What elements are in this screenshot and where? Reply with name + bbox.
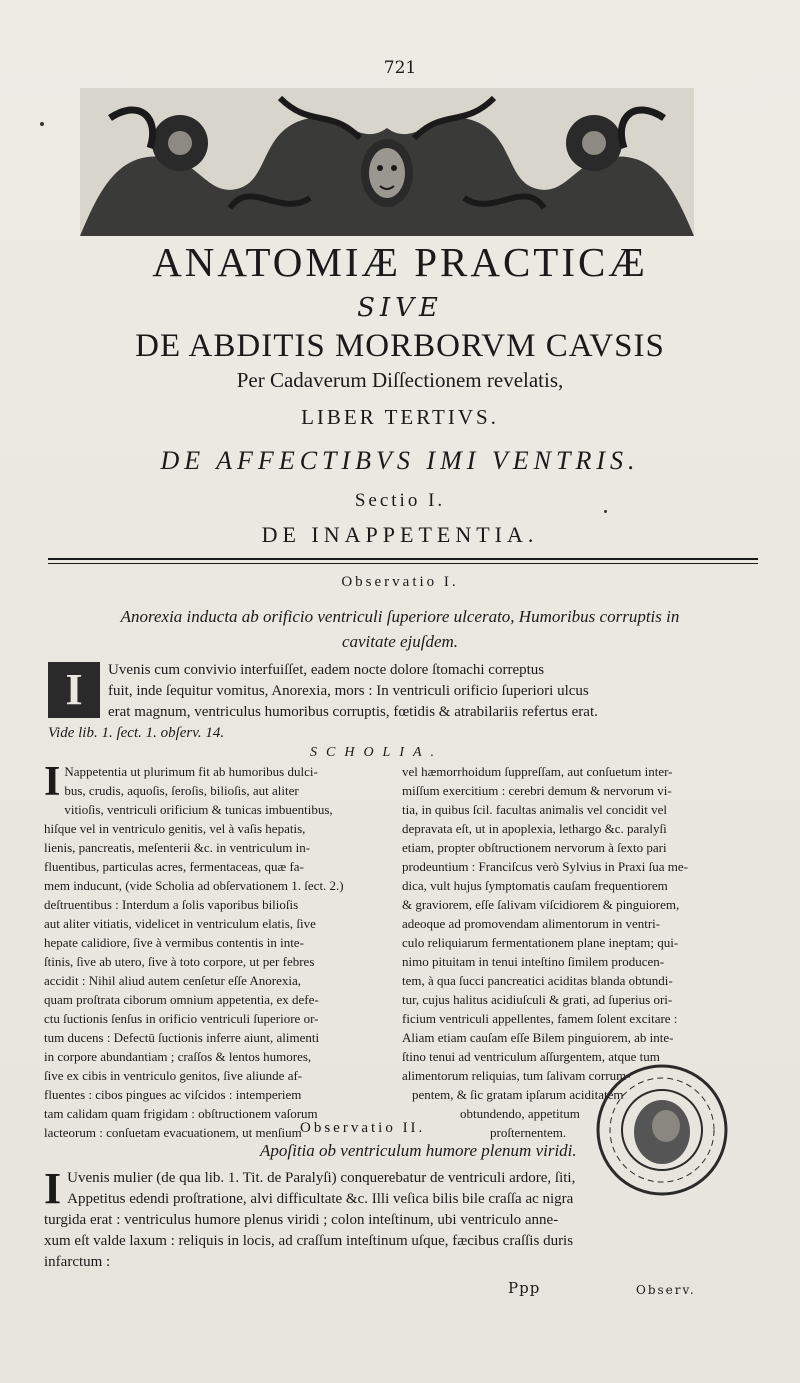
liber-heading: LIBER TERTIVS. [301,405,499,429]
subtitle: DE ABDITIS MORBORVM CAVSIS [135,328,665,364]
main-title: ANATOMIÆ PRACTICÆ [152,239,648,285]
text-line: ſtino tenui ad ventriculum aſſurgentem, atque tum [402,1049,660,1064]
text-line: Nappetentia ut plurimum fit ab humoribus dulci- [64,764,318,779]
text-line: lacteorum : conſuetam evacuationem, ut menſium [44,1125,302,1140]
paper-speck [40,122,44,126]
text-line: ctu ſuctionis ſenſus in orificio ventriculi ſuperiore or- [44,1011,319,1026]
text-line: Uvenis mulier (de qua lib. 1. Tit. de Paralyſi) conquerebatur de ventriculi ardore, ſiti, [67,1170,576,1186]
text-line: fluentes : cibos pingues ac viſcidos : intemperiem [44,1087,302,1102]
text-line: ſive ex cibis in ventriculo genitos, ſive aliunde af- [44,1068,303,1083]
sive-line: SIVE [357,293,443,323]
text-line: accidit : Nihil aliud autem cenſetur eſſe Anorexia, [44,973,302,988]
signature-mark: Ppp [508,1279,541,1297]
text-line: tia, in quibus ſcil. facultas animalis vel concidit vel [402,802,667,817]
sectio-heading: Sectio I. [354,490,446,511]
text-line: turgida erat : ventriculus humore plenus viridi ; colon inteſtinum, ubi ventriculo anne- [44,1212,559,1228]
text-line: miſſum exercitium : cerebri demum & nervorum vi- [402,783,672,798]
catchword: Observ. [636,1283,696,1297]
scholia-heading: SCHOLIA. [310,745,444,760]
reference-line: Vide lib. 1. ſect. 1. obſerv. 14. [48,725,225,741]
text-line: mem inducunt, (vide Scholia ad obſervationem 1. ſect. 2.) [44,878,344,893]
paper-speck [604,510,607,513]
scholia-tail-line: proſternentem. [490,1125,567,1140]
text-line: prodeuntium : Franciſcus verò Sylvius in Praxi ſua me- [402,859,688,874]
observatio-2-title: Apoſitia ob ventriculum humore plenum viridi. [260,1141,577,1160]
text-line: etiam, propter obſtructionem nervorum à ſexto pari [402,840,667,855]
text-line: bus, crudis, aquoſis, ſeroſis, bilioſis, aut aliter [64,783,299,798]
per-cadaverum-line: Per Cadaverum Diſſectionem revelatis, [236,368,564,392]
text-line: Uvenis cum convivio interfuiſſet, eadem nocte dolore ſtomachi correptus [108,662,545,678]
text-line: infarctum : [44,1254,111,1270]
text-line: in corpore abundantiam ; craſſos & lentos humores, [44,1049,312,1064]
text-line: fluentibus, particulas acres, fermentaceas, quæ fa- [44,859,304,874]
text-line: adeoque ad promovendam alimentorum in ventri- [402,916,661,931]
de-inappetentia-heading: DE INAPPETENTIA. [261,522,539,547]
text-line: aut aliter vitiatis, videlicet in ventriculum elatis, ſive [44,916,316,931]
observatio-1-title-cont: cavitate ejuſdem. [341,632,459,651]
text-line: fuit, inde ſequitur vomitus, Anorexia, mors : In ventriculi orificio ſuperiori ulcus [108,683,589,699]
scholia-right-column [402,762,758,1085]
text-line: tem, à qua ſucci pancreatici aciditas blanda obtundi- [402,973,673,988]
text-line: lienis, pancreatis, meſenterii &c. in ventriculum in- [44,840,311,855]
text-line: vitioſis, ventriculi orificium & tunicas imbuentibus, [64,802,333,817]
ornamental-headpiece [80,88,694,236]
page-number: 721 [383,58,417,78]
library-stamp [594,1062,730,1198]
text-line: tur, cujus halitus acidiuſculi & grati, ad ſuperius ori- [402,992,673,1007]
de-affectibus-heading: DE AFFECTIBVS IMI VENTRIS. [160,446,640,475]
text-line: nimo pituitam in tenui inteſtino ſimilem producen- [402,954,665,969]
text-line: Aliam etiam cauſam eſſe Bilem pinguiorem, ab inte- [402,1030,674,1045]
text-line: alimentorum reliquias, tum ſalivam corrum- [402,1068,631,1083]
scholia-tail-line: obtundendo, appetitum [460,1106,580,1121]
drop-capital: I [48,662,100,718]
observatio-1-title: Anorexia inducta ab orificio ventriculi ſuperiore ulcerato, Humoribus corruptis in [120,607,680,626]
divider-rule-thin [48,563,758,564]
text-line: culo reliquiarum fermentationem plane ineptam; qui- [402,935,679,950]
observatio-2-heading: Observatio II. [300,1120,426,1136]
text-line: & graviorem, eſſe ſalivam viſcidiorem & pinguiorem, [402,897,680,912]
text-line: ſtinis, ſive ab utero, ſive à toto corpore, ut per febres [44,954,315,969]
observatio-1-text [48,660,754,744]
text-line: deſtruentibus : Interdum a ſolis vaporibus bilioſis [44,897,299,912]
text-line: tam calidam quam frigidam : obſtructionem vaſorum [44,1106,318,1121]
text-line: tum ducens : Defectū ſuctionis inferre aiunt, alimenti [44,1030,320,1045]
text-line: dica, vult hujus ſymptomatis cauſam frequentiorem [402,878,668,893]
text-line: quam proſtrata ciborum omnium appetentia, ex defe- [44,992,319,1007]
drop-capital: I [44,1164,62,1213]
text-line: depravata eſt, ut in apoplexia, lethargo &c. paralyſi [402,821,667,836]
text-line: hiſque vel in ventriculo genitis, vel à vaſis hepatis, [44,821,306,836]
scholia-tail-line: pentem, & ſic gratam ipſarum aciditatem [412,1087,624,1102]
text-line: ficium ventriculi appellentes, famem ſolent excitare : [402,1011,678,1026]
text-line: erat magnum, ventriculus humoribus corruptis, fœtidis & atrabilariis refertus erat. [108,704,598,720]
text-line: vel hæmorrhoidum ſuppreſſam, aut conſuetum inter- [402,764,673,779]
divider-rule [48,558,758,560]
drop-capital: I [44,759,61,805]
scholia-left-column [44,759,384,1142]
text-line: xum eſt valde laxum : reliquis in locis, ad craſſum inteſtinum uſque, fæcibus craſſis duris [44,1233,574,1249]
observatio-1-heading: Observatio I. [341,574,459,590]
text-line: Appetitus edendi proſtratione, alvi difficultate &c. Illi veſica bilis bile craſſa ac nigra [67,1191,574,1207]
text-line: hepate calidiore, ſive à vermibus contentis in inte- [44,935,304,950]
